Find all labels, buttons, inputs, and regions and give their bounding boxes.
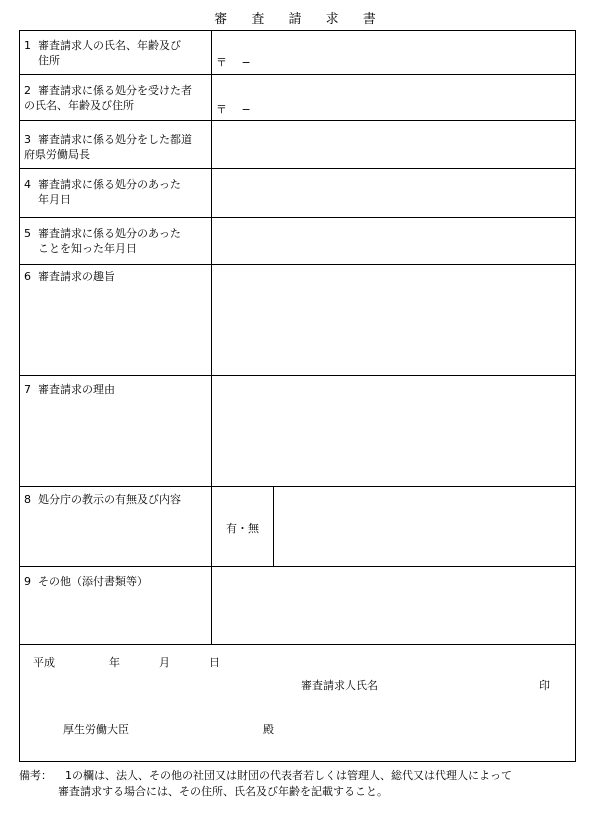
row-divider — [20, 644, 575, 645]
row-8-option-yes-no[interactable]: 有・無 — [226, 522, 259, 535]
request-form-table — [19, 30, 576, 762]
date-month: 月 — [159, 656, 170, 669]
date-era: 平成 — [33, 656, 55, 669]
remarks-line-2: 審査請求する場合には、その住所、氏名及び年齢を記載すること。 — [58, 785, 388, 798]
addressee: 厚生労働大臣 — [63, 723, 129, 736]
row-divider — [20, 486, 575, 487]
row-divider — [20, 375, 575, 376]
seal-mark: 印 — [539, 679, 550, 692]
row-divider — [20, 264, 575, 265]
row-8-label: 8 処分庁の教示の有無及び内容 — [24, 493, 181, 506]
column-divider — [211, 31, 212, 644]
row-5-label: 5 審査請求に係る処分のあった ことを知った年月日 — [24, 227, 181, 255]
row-divider — [20, 168, 575, 169]
option-cell-divider — [273, 486, 274, 566]
row-7-label: 7 審査請求の理由 — [24, 383, 115, 396]
row-divider — [20, 566, 575, 567]
date-year: 年 — [109, 656, 120, 669]
row-6-label: 6 審査請求の趣旨 — [24, 270, 115, 283]
row-1-zip-field[interactable]: 〒 − — [216, 56, 251, 69]
row-2-label: 2 審査請求に係る処分を受けた者 の氏名、年齢及び住所 — [24, 84, 192, 112]
row-2-zip-field[interactable]: 〒 − — [216, 103, 251, 116]
remarks-heading: 備考： — [19, 769, 52, 782]
remarks-line-1: 1の欄は、法人、その他の社団又は財団の代表者若しくは管理人、総代又は代理人によって — [65, 769, 512, 782]
row-divider — [20, 74, 575, 75]
row-divider — [20, 120, 575, 121]
row-9-label: 9 その他（添付書類等） — [24, 575, 148, 588]
form-title: 審 査 請 求 書 — [214, 12, 386, 27]
row-1-label: 1 審査請求人の氏名、年齢及び 住所 — [24, 39, 181, 67]
row-4-label: 4 審査請求に係る処分のあった 年月日 — [24, 178, 181, 206]
requester-name-label: 審査請求人氏名 — [301, 679, 378, 692]
date-day: 日 — [209, 656, 220, 669]
row-3-label: 3 審査請求に係る処分をした都道 府県労働局長 — [24, 133, 192, 161]
addressee-honorific: 殿 — [263, 723, 274, 736]
row-divider — [20, 217, 575, 218]
